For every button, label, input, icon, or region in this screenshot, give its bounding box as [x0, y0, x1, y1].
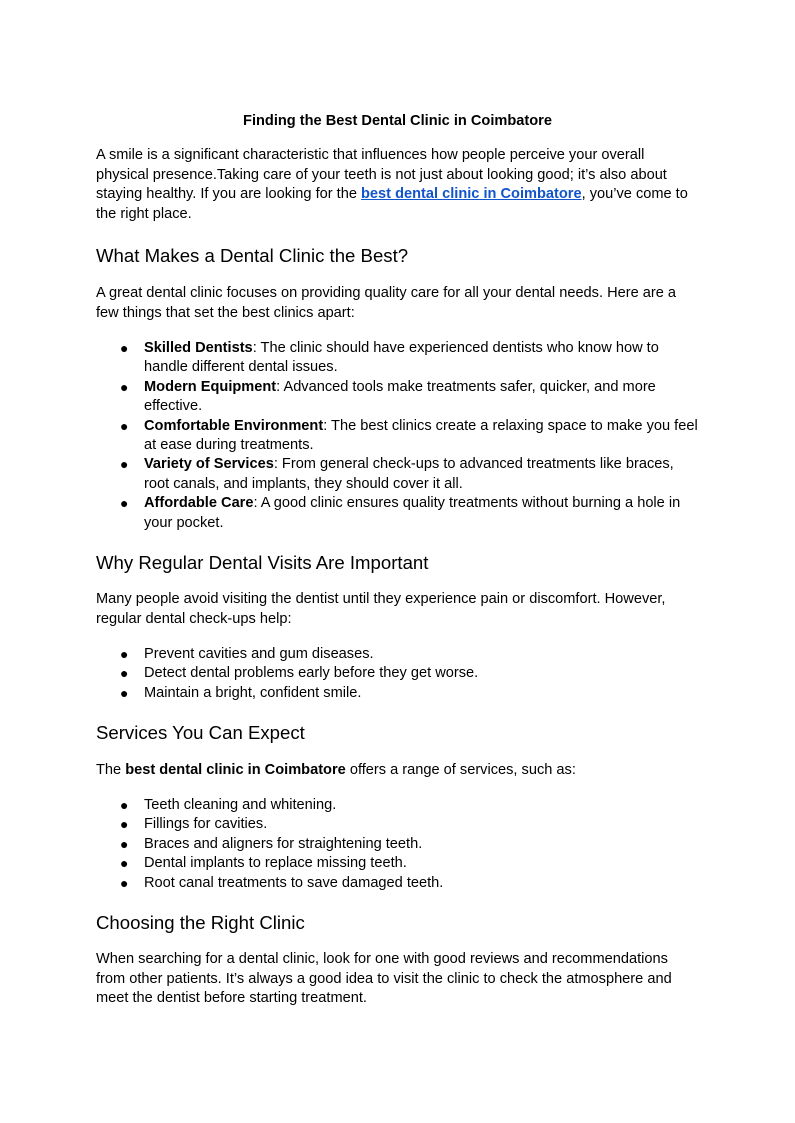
list-item: [96, 684, 701, 703]
list-item: [96, 494, 701, 533]
bullet-icon: ●: [120, 495, 129, 512]
bullet-icon: ●: [120, 855, 129, 872]
section1-heading: What Makes a Dental Clinic the Best?: [96, 245, 409, 266]
bullet-icon: ●: [120, 665, 129, 682]
section1-bullet-list: [96, 339, 701, 533]
bullet-text: Root canal treatments to save damaged teeth.: [144, 874, 444, 891]
bullet-icon: ●: [120, 378, 129, 395]
bullet-text: Dental implants to replace missing teeth.: [144, 855, 407, 872]
list-item: [96, 835, 701, 854]
section4-heading: Choosing the Right Clinic: [96, 912, 305, 933]
bullet-term: Variety of Services: [144, 456, 274, 473]
bullet-term: Affordable Care: [144, 495, 254, 512]
bullet-icon: ●: [120, 340, 129, 356]
intro-paragraph: [96, 146, 701, 224]
section3-para-suffix: offers a range of services, such as:: [345, 762, 576, 778]
bullet-icon: ●: [120, 874, 129, 891]
bullet-text: : From general check-ups to advanced treatments like braces, root canals, and implants, they should cover it all.: [144, 456, 674, 492]
best-dental-clinic-link[interactable]: best dental clinic in Coimbatore: [361, 186, 582, 203]
bullet-text: Teeth cleaning and whitening.: [144, 797, 337, 813]
bullet-term: Skilled Dentists: [144, 340, 253, 356]
section4-paragraph: When searching for a dental clinic, look for one with good reviews and recommendations from other patients. It’s always a good idea to visit the clinic to check the atmosphere and meet the dentist before starting treatment.: [96, 951, 672, 1007]
section3-para-prefix: The: [96, 762, 126, 778]
section2-paragraph: Many people avoid visiting the dentist until they experience pain or discomfort. However, regular dental check-ups help:: [96, 591, 666, 627]
section3-paragraph: [96, 761, 701, 781]
bullet-icon: ●: [120, 797, 129, 813]
bullet-text: Detect dental problems early before they get worse.: [144, 665, 479, 682]
bullet-term: Modern Equipment: [144, 378, 277, 395]
bullet-text: Maintain a bright, confident smile.: [144, 684, 362, 701]
bullet-icon: ●: [120, 684, 129, 701]
bullet-icon: ●: [120, 816, 129, 833]
list-item: [96, 417, 701, 456]
bullet-text: : The clinic should have experienced dentists who know how to handle different dental issues.: [144, 340, 659, 376]
bullet-icon: ●: [120, 417, 129, 434]
list-item: [96, 664, 701, 683]
section3-bullet-list: [96, 796, 701, 893]
list-item: [96, 815, 701, 834]
section3-para-bold: best dental clinic in Coimbatore: [125, 762, 346, 778]
bullet-icon: ●: [120, 835, 129, 852]
list-item: [96, 455, 701, 494]
bullet-icon: ●: [120, 456, 129, 473]
list-item: [96, 378, 701, 417]
bullet-icon: ●: [120, 646, 129, 662]
list-item: [96, 854, 701, 873]
bullet-term: Comfortable Environment: [144, 417, 324, 434]
document-title: Finding the Best Dental Clinic in Coimbatore: [243, 113, 552, 129]
list-item: [96, 874, 701, 893]
section3-heading: Services You Can Expect: [96, 722, 305, 743]
bullet-text: Braces and aligners for straightening teeth.: [144, 835, 423, 852]
bullet-text: : A good clinic ensures quality treatments without burning a hole in your pocket.: [144, 495, 681, 531]
section2-bullet-list: [96, 645, 701, 703]
list-item: [96, 339, 701, 378]
bullet-text: : Advanced tools make treatments safer, quicker, and more effective.: [144, 378, 656, 415]
list-item: [96, 645, 701, 664]
bullet-text: : The best clinics create a relaxing space to make you feel at ease during treatments.: [144, 417, 698, 454]
intro-text-before: A smile is a significant characteristic that influences how people perceive your overall physical presence.Taking care of your teeth is not just about looking good; it’s also about staying healthy. If you are looking for the: [96, 147, 667, 203]
bullet-text: Prevent cavities and gum diseases.: [144, 646, 374, 662]
intro-text-after: , you’ve come to the right place.: [96, 186, 688, 222]
bullet-text: Fillings for cavities.: [144, 816, 268, 833]
list-item: [96, 796, 701, 815]
section2-heading: Why Regular Dental Visits Are Important: [96, 552, 429, 573]
section1-paragraph: A great dental clinic focuses on providing quality care for all your dental needs. Here are a few things that set the best clinics apart:: [96, 285, 677, 321]
